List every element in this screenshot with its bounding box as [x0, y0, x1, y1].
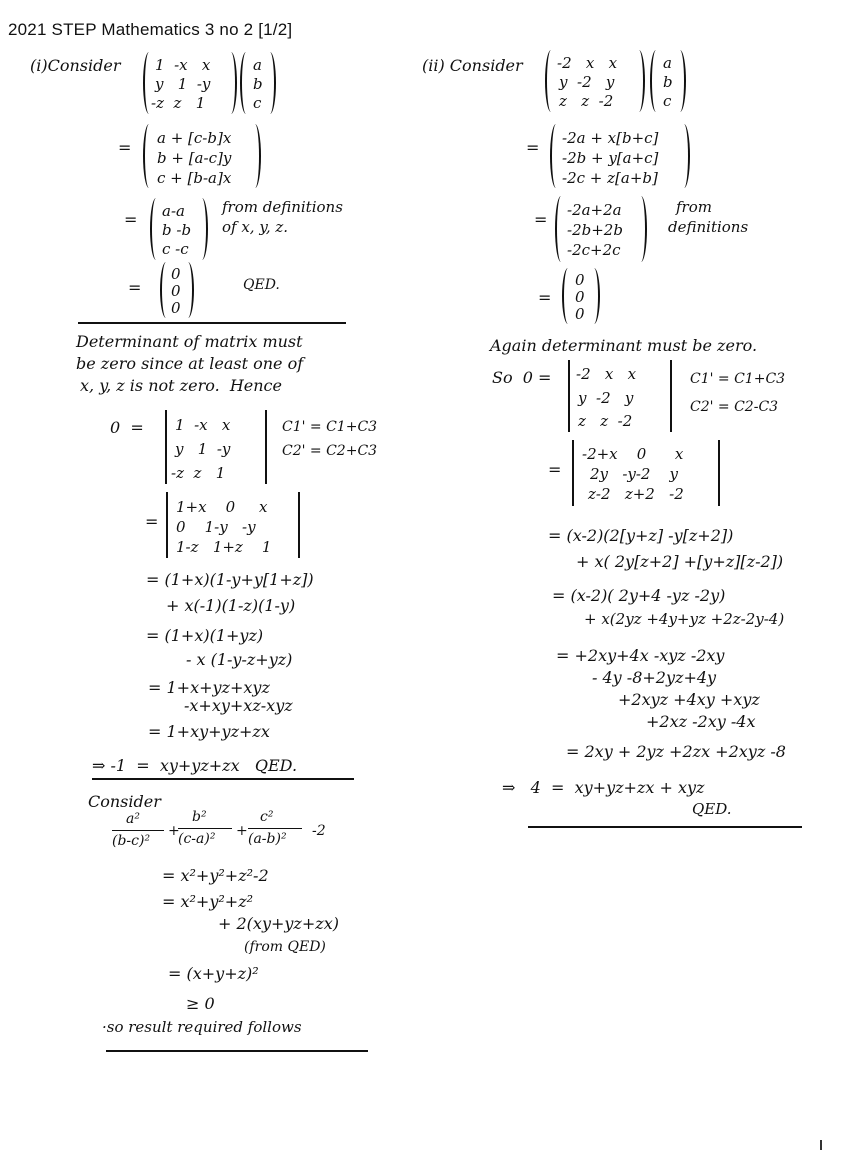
denominator: (a-b)²: [248, 831, 287, 847]
vector-row: 0: [575, 305, 585, 323]
det-row: 1-z 1+z 1: [176, 538, 272, 556]
text-line: be zero since at least one of: [76, 354, 304, 373]
equals-sign: =: [118, 138, 132, 157]
det-row: 1+x 0 x: [176, 498, 268, 516]
equals-sign: =: [124, 210, 138, 229]
zero-vector-ii: [562, 268, 600, 324]
vector-row: 0: [171, 299, 181, 317]
column-op: C1' = C1+C3: [282, 419, 378, 435]
vector-row: -2b+2b: [567, 221, 623, 239]
numerator: c²: [260, 809, 274, 825]
vector-row: -2c+2c: [567, 241, 621, 259]
vector-row: 0: [575, 288, 585, 306]
det-row: 1 -x x: [175, 416, 231, 434]
qed-mark: QED.: [243, 277, 280, 293]
working-line: + x( 2y[z+2] +[y+z][z-2]): [576, 552, 784, 571]
denominator: (c-a)²: [178, 831, 216, 847]
plus-sign: +: [168, 823, 180, 839]
equals-sign: =: [548, 460, 562, 479]
numerator: a²: [126, 811, 140, 827]
vector-row: 0: [171, 265, 181, 283]
det-row: -2 x x: [576, 365, 637, 383]
vector-row: a-a: [162, 202, 185, 220]
det-lhs: So 0 =: [492, 368, 552, 387]
vector-row: c: [253, 94, 262, 112]
vector-row: c: [663, 92, 672, 110]
divider: [78, 322, 346, 324]
zero-vector-i: [160, 262, 194, 318]
det-row: y -2 y: [578, 389, 634, 407]
working-line: + 2(xy+yz+zx): [218, 914, 339, 933]
vector-row: a: [253, 56, 262, 74]
matrix-row: z z -2: [559, 92, 614, 110]
result-line: ⇒ 4 = xy+yz+zx + xyz: [502, 778, 705, 797]
text-line: Again determinant must be zero.: [490, 336, 758, 355]
text-line: x, y, z is not zero. Hence: [80, 376, 282, 395]
working-line: = +2xy+4x -xyz -2xy: [556, 646, 725, 665]
column-op: C2' = C2+C3: [282, 443, 378, 459]
fraction-bar: [248, 828, 302, 829]
vector-row: 0: [171, 282, 181, 300]
numerator: b²: [192, 809, 207, 825]
determinant-i-reduced: [166, 492, 300, 558]
plus-sign: +: [236, 823, 248, 839]
vector-row: -2b + y[a+c]: [562, 149, 659, 167]
det-row: y 1 -y: [175, 440, 231, 458]
minus-two: -2: [312, 823, 326, 839]
det-row: 2y -y-2 y: [590, 465, 679, 483]
vector-diff-ii: [555, 196, 647, 262]
margin-mark: [820, 1140, 822, 1150]
determinant-i: [165, 410, 267, 484]
working-line: - x (1-y-z+yz): [186, 650, 293, 669]
det-row: -2+x 0 x: [582, 445, 684, 463]
working-line: = 2xy + 2yz +2zx +2xyz -8: [566, 742, 786, 761]
working-line: + x(-1)(1-z)(1-y): [166, 596, 296, 615]
note: definitions: [668, 218, 749, 236]
vector-row: b -b: [162, 221, 192, 239]
vector-row: b: [253, 75, 263, 93]
text-line: Consider: [88, 792, 161, 811]
vector-result-i: [143, 124, 261, 188]
working-line: = 1+x+yz+xyz: [148, 678, 270, 697]
working-line: (from QED): [244, 939, 326, 955]
vector-row: a + [c-b]x: [157, 129, 232, 147]
working-line: = (x-2)(2[y+z] -y[z+2]): [548, 526, 734, 545]
vector-row: -2a+2a: [567, 201, 622, 219]
vector-row: c + [b-a]x: [157, 169, 232, 187]
matrix-row: -z z 1: [151, 94, 206, 112]
determinant-ii: [568, 360, 672, 432]
working-line: -x+xy+xz-xyz: [184, 696, 293, 715]
column-op: C1' = C1+C3: [690, 371, 786, 387]
page-title: 2021 STEP Mathematics 3 no 2 [1/2]: [8, 20, 293, 39]
working-line: +2xyz +4xy +xyz: [618, 690, 760, 709]
matrix-i: [143, 52, 237, 114]
det-row: z-2 z+2 -2: [588, 485, 684, 503]
fraction-bar: [178, 828, 232, 829]
part-ii-label: (ii) Consider: [422, 56, 523, 75]
matrix-ii: [545, 50, 645, 112]
det-row: -z z 1: [171, 464, 226, 482]
vector-result-ii: [550, 124, 690, 188]
note: of x, y, z.: [222, 218, 289, 236]
note: from definitions: [222, 198, 343, 216]
text-line: Determinant of matrix must: [76, 332, 303, 351]
underline: [528, 826, 802, 828]
matrix-row: -2 x x: [557, 54, 618, 72]
equals-sign: =: [128, 278, 142, 297]
vector-row: c -c: [162, 240, 189, 258]
working-line: = (x-2)( 2y+4 -yz -2y): [552, 586, 726, 605]
working-line: ≥ 0: [186, 994, 215, 1013]
vector-row: -2a + x[b+c]: [562, 129, 659, 147]
det-row: z z -2: [578, 412, 633, 430]
equals-sign: =: [538, 288, 552, 307]
working-line: = (1+x)(1-y+y[1+z]): [146, 570, 314, 589]
part-i-label: (i)Consider: [30, 56, 121, 75]
equals-sign: =: [534, 210, 548, 229]
fraction-sum: [112, 810, 352, 850]
vector-row: b: [663, 73, 673, 91]
working-line: - 4y -8+2yz+4y: [592, 668, 717, 687]
underline: [92, 778, 354, 780]
column-op: C2' = C2-C3: [690, 399, 779, 415]
vector-abc-ii: [650, 50, 686, 112]
vector-row: -2c + z[a+b]: [562, 169, 658, 187]
det-row: 0 1-y -y: [176, 518, 256, 536]
working-line: = x²+y²+z²-2: [162, 866, 269, 885]
vector-row: b + [a-c]y: [157, 149, 232, 167]
matrix-row: 1 -x x: [155, 56, 211, 74]
fraction-bar: [112, 830, 164, 831]
denominator: (b-c)²: [112, 833, 151, 849]
working-line: +2xz -2xy -4x: [646, 712, 756, 731]
equals-sign: =: [145, 512, 159, 531]
result-line: ⇒ -1 = xy+yz+zx QED.: [92, 756, 298, 775]
note: from: [676, 198, 712, 216]
vector-diff-i: [150, 198, 208, 260]
vector-row: 0: [575, 271, 585, 289]
working-line: = (1+x)(1+yz): [146, 626, 264, 645]
conclusion: ·so result required follows: [102, 1018, 302, 1036]
vector-abc-i: [240, 52, 276, 114]
matrix-row: y 1 -y: [155, 75, 211, 93]
working-line: = x²+y²+z²: [162, 892, 254, 911]
qed-mark: QED.: [692, 800, 732, 818]
underline: [106, 1050, 368, 1052]
matrix-row: y -2 y: [559, 73, 615, 91]
det-lhs: 0 =: [110, 418, 144, 437]
working-line: + x(2yz +4y+yz +2z-2y-4): [584, 610, 785, 628]
equals-sign: =: [526, 138, 540, 157]
working-line: = 1+xy+yz+zx: [148, 722, 270, 741]
determinant-ii-reduced: [572, 440, 720, 506]
vector-row: a: [663, 54, 672, 72]
working-line: = (x+y+z)²: [168, 964, 259, 983]
